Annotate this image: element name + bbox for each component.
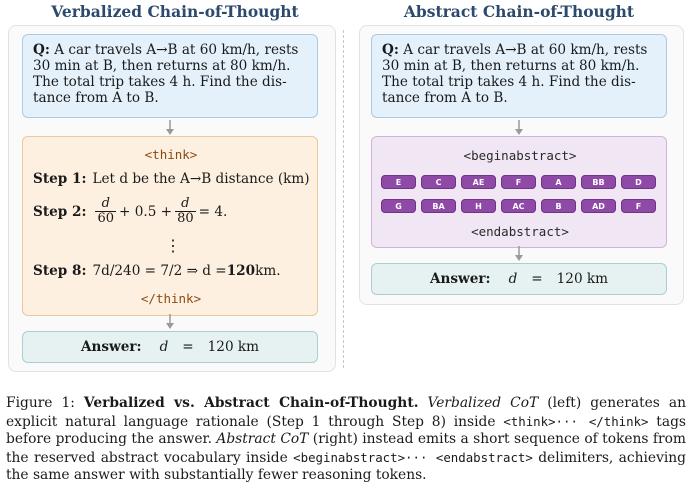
caption-think-tags: <think>··· </think> bbox=[503, 413, 649, 429]
abstract-token: G bbox=[381, 199, 416, 213]
abstract-token: C bbox=[421, 175, 456, 189]
right-answer-equals: = bbox=[531, 271, 543, 287]
right-question-line-1: Q: A car travels A→B at 60 km/h, rests bbox=[382, 42, 648, 58]
right-question-line-2: 30 min at B, then returns at 80 km/h. bbox=[382, 58, 640, 74]
left-question-line-1: Q: A car travels A→B at 60 km/h, rests bbox=[33, 42, 299, 58]
step-1-text: Let d be the A→B distance (km) bbox=[92, 171, 310, 187]
right-answer-box bbox=[371, 263, 667, 295]
left-answer-box bbox=[22, 331, 318, 363]
step-1-label: Step 1: bbox=[33, 171, 87, 187]
left-arrow-down-icon bbox=[164, 120, 176, 136]
caption-title: Verbalized vs. Abstract Chain-of-Thought. bbox=[83, 395, 419, 411]
left-arrow-down-2-icon bbox=[164, 314, 176, 330]
step-2-label: Step 2: bbox=[33, 203, 87, 220]
caption-verbalized: Verbalized CoT bbox=[427, 395, 539, 411]
right-arrow-down-icon bbox=[513, 120, 525, 136]
caption-part-4: delimiters, achieving the same answer with substantially fewer reasoning tokens. bbox=[6, 449, 687, 484]
abstract-token: AC bbox=[501, 199, 536, 213]
caption-abstract: Abstract CoT bbox=[216, 431, 309, 448]
think-open-tag: <think> bbox=[144, 147, 198, 162]
right-arrow-down-2-icon bbox=[513, 246, 525, 262]
left-column-title: Verbalized Chain-of-Thought bbox=[51, 2, 299, 21]
abstract-token: E bbox=[381, 175, 416, 189]
vertical-ellipsis: ⋮ bbox=[165, 236, 181, 255]
left-answer-value: 120 km bbox=[207, 339, 260, 355]
left-question-box bbox=[22, 34, 318, 118]
left-question-line-3: The total trip takes 4 h. Find the dis- bbox=[33, 74, 287, 90]
abstract-token: AE bbox=[461, 175, 496, 189]
step-2 bbox=[33, 197, 227, 226]
step-8-text: 7d/240 = 7/2 ⇒ d = bbox=[92, 263, 227, 279]
caption-part-3: (right) instead emits a short sequence of tokens from the reserved abstract vocabulary inside bbox=[6, 431, 687, 466]
abstract-token: BB bbox=[581, 175, 616, 189]
abstract-token: BA bbox=[421, 199, 456, 213]
step-8-unit: km. bbox=[255, 263, 281, 279]
right-question-label: Q: bbox=[382, 42, 399, 58]
abstract-token: B bbox=[541, 199, 576, 213]
right-question-line-3: The total trip takes 4 h. Find the dis- bbox=[382, 74, 636, 90]
right-answer-variable: d bbox=[508, 271, 518, 287]
left-question-line-2: 30 min at B, then returns at 80 km/h. bbox=[33, 58, 291, 74]
abstract-token: AD bbox=[581, 199, 616, 213]
step-1 bbox=[33, 171, 310, 187]
right-question-line-4: tance from A to B. bbox=[382, 90, 508, 106]
right-answer-label: Answer: bbox=[429, 271, 491, 287]
abstract-token: A bbox=[541, 175, 576, 189]
begin-abstract-tag: <beginabstract> bbox=[463, 148, 577, 163]
caption-part-1: (left) generates an explicit natural language rationale (Step 1 through Step 8) inside bbox=[6, 395, 687, 430]
right-column-title: Abstract Chain-of-Thought bbox=[403, 2, 635, 21]
step-2-end: = 4. bbox=[198, 203, 228, 220]
left-answer-variable: d bbox=[159, 339, 169, 355]
left-answer-label: Answer: bbox=[80, 339, 142, 355]
abstract-token: H bbox=[461, 199, 496, 213]
step-8-label: Step 8: bbox=[33, 263, 87, 279]
caption-part-2: tags before producing the answer. bbox=[6, 413, 686, 448]
step-2-fraction-2: $\frac{d}{80}$ bbox=[177, 196, 194, 226]
token-row-2 bbox=[381, 199, 656, 213]
left-question-line-4: tance from A to B. bbox=[33, 90, 159, 106]
column-divider bbox=[343, 30, 344, 368]
step-2-middle: + 0.5 + bbox=[119, 203, 173, 220]
think-box bbox=[22, 136, 318, 316]
caption-figure-label: Figure 1: bbox=[6, 395, 75, 411]
step-2-fraction-1: $\frac{d}{60}$ bbox=[97, 196, 115, 226]
abstract-token: D bbox=[621, 175, 656, 189]
abstract-token: F bbox=[501, 175, 536, 189]
right-answer-value: 120 km bbox=[556, 271, 609, 287]
think-close-tag: </think> bbox=[140, 291, 202, 306]
caption-abstract-tags: <beginabstract>··· <endabstract> bbox=[293, 449, 533, 465]
figure-caption bbox=[6, 395, 686, 485]
step-8 bbox=[33, 263, 281, 279]
left-answer-equals: = bbox=[182, 339, 194, 355]
abstract-box bbox=[371, 136, 667, 248]
step-8-result: 120 bbox=[226, 263, 256, 279]
right-question-box bbox=[371, 34, 667, 118]
left-question-label: Q: bbox=[33, 42, 50, 58]
end-abstract-tag: <endabstract> bbox=[471, 224, 569, 239]
abstract-token: F bbox=[621, 199, 656, 213]
token-row-1 bbox=[381, 175, 656, 189]
